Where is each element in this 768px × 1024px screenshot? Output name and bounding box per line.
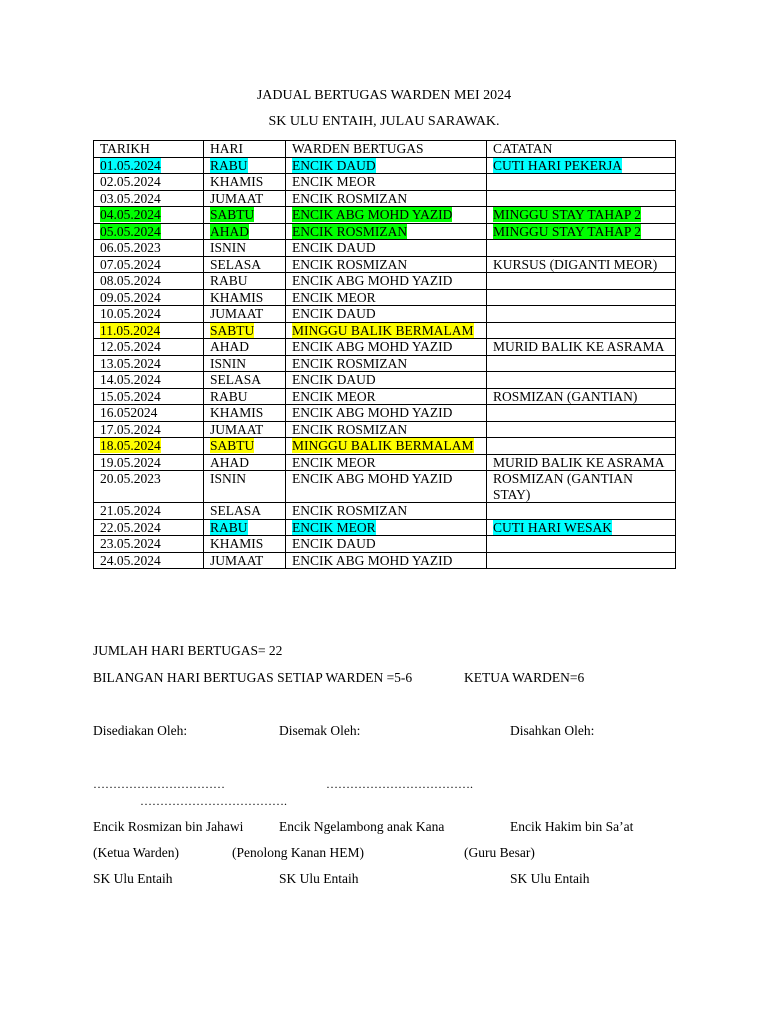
duty-roster-table: [93, 140, 676, 569]
column-header-catatan: CATATAN: [487, 141, 676, 158]
cell-warden-text: ENCIK ROSMIZAN: [292, 355, 408, 371]
cell-hari: [204, 322, 286, 339]
cell-hari: [204, 355, 286, 372]
cell-warden: [286, 339, 487, 356]
column-header-warden: WARDEN BERTUGAS: [286, 141, 487, 158]
cell-hari: [204, 503, 286, 520]
cell-tarikh: [94, 355, 204, 372]
cell-hari-text: SELASA: [210, 372, 262, 387]
cell-catatan: [487, 190, 676, 207]
column-header-tarikh: TARIKH: [94, 141, 204, 158]
cell-warden: [286, 388, 487, 405]
cell-warden-text: MINGGU BALIK BERMALAM: [292, 438, 474, 453]
cell-tarikh-text: 03.05.2024: [100, 190, 161, 206]
table-row: [94, 421, 676, 438]
cell-catatan: [487, 372, 676, 389]
cell-warden-text: ENCIK DAUD: [292, 536, 376, 551]
cell-warden-text: ENCIK ABG MOHD YAZID: [292, 273, 453, 288]
cell-catatan: [487, 552, 676, 569]
cell-catatan: [487, 223, 676, 240]
cell-hari-text: JUMAAT: [210, 306, 264, 321]
cell-hari-text: SELASA: [210, 256, 262, 272]
cell-hari-text: KHAMIS: [210, 405, 264, 420]
table-row: [94, 322, 676, 339]
cell-hari-text: AHAD: [210, 223, 249, 239]
cell-warden: [286, 454, 487, 471]
cell-warden: [286, 240, 487, 257]
cell-warden: [286, 405, 487, 422]
cell-hari-text: SELASA: [210, 503, 262, 518]
cell-warden: [286, 174, 487, 191]
cell-hari: [204, 289, 286, 306]
signature-line-checked: ……………………………….: [326, 777, 473, 791]
cell-catatan: [487, 421, 676, 438]
cell-hari: [204, 536, 286, 553]
cell-tarikh-text: 09.05.2024: [100, 289, 161, 305]
cell-tarikh-text: 22.05.2024: [100, 519, 161, 535]
cell-warden: [286, 322, 487, 339]
cell-hari: [204, 519, 286, 536]
column-header-hari: HARI: [204, 141, 286, 158]
cell-hari-text: KHAMIS: [210, 174, 264, 189]
cell-catatan-text: MINGGU STAY TAHAP 2: [493, 223, 641, 239]
cell-hari-text: ISNIN: [210, 240, 246, 255]
cell-tarikh-text: 02.05.2024: [100, 174, 161, 189]
table-row: [94, 289, 676, 306]
cell-catatan: [487, 322, 676, 339]
table-row: [94, 372, 676, 389]
cell-catatan: [487, 519, 676, 536]
cell-hari-text: SABTU: [210, 322, 255, 338]
cell-warden: [286, 190, 487, 207]
cell-hari-text: KHAMIS: [210, 536, 264, 551]
cell-warden-text: ENCIK MEOR: [292, 289, 376, 305]
cell-hari: [204, 372, 286, 389]
cell-warden-text: ENCIK MEOR: [292, 454, 376, 470]
cell-warden: [286, 157, 487, 174]
signature-line-prepared: ……………………………: [93, 777, 225, 791]
cell-hari-text: KHAMIS: [210, 289, 264, 305]
cell-hari: [204, 207, 286, 224]
cell-tarikh-text: 13.05.2024: [100, 355, 161, 371]
cell-catatan: [487, 174, 676, 191]
table-row: [94, 454, 676, 471]
cell-warden-text: ENCIK DAUD: [292, 372, 376, 387]
cell-warden: [286, 355, 487, 372]
cell-tarikh: [94, 256, 204, 273]
table-row: [94, 519, 676, 536]
cell-warden-text: ENCIK ROSMIZAN: [292, 223, 408, 239]
prepared-by-school: SK Ulu Entaih: [93, 871, 173, 886]
cell-hari: [204, 388, 286, 405]
table-row: [94, 536, 676, 553]
prepared-by-name: Encik Rosmizan bin Jahawi: [93, 819, 244, 834]
cell-tarikh: [94, 223, 204, 240]
cell-hari-text: SABTU: [210, 438, 255, 453]
cell-catatan-text: MURID BALIK KE ASRAMA: [493, 454, 665, 470]
table-row: [94, 240, 676, 257]
cell-catatan: [487, 405, 676, 422]
cell-hari: [204, 223, 286, 240]
table-row: [94, 174, 676, 191]
cell-hari-text: RABU: [210, 273, 248, 288]
cell-hari: [204, 471, 286, 503]
cell-tarikh: [94, 339, 204, 356]
cell-hari-text: AHAD: [210, 339, 249, 354]
cell-catatan: [487, 536, 676, 553]
cell-tarikh-text: 08.05.2024: [100, 273, 161, 288]
table-body: [94, 157, 676, 569]
cell-warden-text: MINGGU BALIK BERMALAM: [292, 322, 474, 338]
table-row: [94, 223, 676, 240]
cell-tarikh: [94, 207, 204, 224]
cell-tarikh-text: 17.05.2024: [100, 421, 161, 437]
cell-tarikh-text: 07.05.2024: [100, 256, 161, 272]
cell-tarikh: [94, 157, 204, 174]
cell-catatan-text: KURSUS (DIGANTI MEOR): [493, 256, 658, 272]
cell-warden-text: ENCIK MEOR: [292, 174, 376, 189]
cell-warden-text: ENCIK MEOR: [292, 388, 376, 404]
duty-days-per-warden: BILANGAN HARI BERTUGAS SETIAP WARDEN =5-6: [93, 670, 413, 685]
cell-warden: [286, 256, 487, 273]
cell-hari: [204, 438, 286, 455]
cell-catatan: [487, 438, 676, 455]
cell-hari: [204, 256, 286, 273]
table-header-row: [94, 141, 676, 158]
cell-tarikh-text: 23.05.2024: [100, 536, 161, 551]
cell-tarikh: [94, 372, 204, 389]
cell-tarikh-text: 21.05.2024: [100, 503, 161, 518]
table-row: [94, 503, 676, 520]
cell-warden-text: ENCIK DAUD: [292, 157, 376, 173]
cell-warden: [286, 536, 487, 553]
cell-catatan-text: ROSMIZAN (GANTIAN STAY): [493, 471, 633, 502]
cell-hari-text: AHAD: [210, 454, 249, 470]
cell-tarikh-text: 01.05.2024: [100, 157, 161, 173]
cell-tarikh: [94, 421, 204, 438]
total-duty-days: JUMLAH HARI BERTUGAS= 22: [93, 643, 283, 658]
cell-catatan: [487, 273, 676, 290]
prepared-by-label: Disediakan Oleh:: [93, 723, 188, 738]
cell-hari-text: JUMAAT: [210, 552, 264, 568]
cell-tarikh: [94, 471, 204, 503]
checked-by-role: (Penolong Kanan HEM): [232, 845, 364, 860]
cell-warden: [286, 471, 487, 503]
cell-hari: [204, 339, 286, 356]
cell-tarikh-text: 20.05.2023: [100, 471, 161, 486]
cell-hari-text: JUMAAT: [210, 421, 264, 437]
cell-tarikh: [94, 273, 204, 290]
table-row: [94, 438, 676, 455]
document-subtitle: SK ULU ENTAIH, JULAU SARAWAK.: [268, 114, 500, 129]
cell-warden: [286, 273, 487, 290]
cell-tarikh-text: 04.05.2024: [100, 207, 161, 222]
cell-hari: [204, 405, 286, 422]
cell-warden-text: ENCIK ABG MOHD YAZID: [292, 471, 453, 486]
cell-warden-text: ENCIK ROSMIZAN: [292, 421, 408, 437]
cell-hari: [204, 273, 286, 290]
cell-tarikh-text: 16.052024: [100, 405, 158, 420]
cell-hari-text: ISNIN: [210, 471, 246, 486]
cell-warden: [286, 421, 487, 438]
cell-tarikh: [94, 536, 204, 553]
cell-hari: [204, 421, 286, 438]
prepared-by-role: (Ketua Warden): [93, 845, 179, 860]
cell-hari-text: RABU: [210, 519, 248, 535]
table-row: [94, 190, 676, 207]
table-row: [94, 552, 676, 569]
cell-warden: [286, 519, 487, 536]
cell-warden-text: ENCIK ABG MOHD YAZID: [292, 339, 453, 354]
cell-tarikh-text: 06.05.2023: [100, 240, 161, 255]
signature-line-approved: ……………………………….: [140, 794, 287, 808]
cell-tarikh-text: 18.05.2024: [100, 438, 161, 453]
cell-warden-text: ENCIK ABG MOHD YAZID: [292, 207, 453, 222]
cell-hari-text: JUMAAT: [210, 190, 264, 206]
cell-warden: [286, 372, 487, 389]
cell-warden: [286, 306, 487, 323]
cell-catatan: [487, 157, 676, 174]
cell-catatan: [487, 471, 676, 503]
cell-tarikh: [94, 289, 204, 306]
cell-catatan: [487, 256, 676, 273]
cell-warden-text: ENCIK DAUD: [292, 306, 376, 321]
cell-tarikh: [94, 388, 204, 405]
cell-catatan-text: MURID BALIK KE ASRAMA: [493, 339, 665, 354]
cell-tarikh-text: 05.05.2024: [100, 223, 161, 239]
cell-warden: [286, 289, 487, 306]
cell-warden: [286, 223, 487, 240]
cell-tarikh: [94, 190, 204, 207]
table-row: [94, 405, 676, 422]
approved-by-name: Encik Hakim bin Sa’at: [510, 819, 634, 834]
table-row: [94, 306, 676, 323]
cell-hari: [204, 306, 286, 323]
cell-warden: [286, 207, 487, 224]
cell-hari-text: SABTU: [210, 207, 255, 222]
cell-hari: [204, 174, 286, 191]
cell-hari-text: RABU: [210, 388, 248, 404]
cell-hari: [204, 240, 286, 257]
cell-catatan-text: ROSMIZAN (GANTIAN): [493, 388, 638, 404]
cell-warden: [286, 552, 487, 569]
cell-catatan: [487, 339, 676, 356]
cell-warden: [286, 503, 487, 520]
cell-tarikh-text: 19.05.2024: [100, 454, 161, 470]
cell-hari-text: RABU: [210, 157, 248, 173]
cell-tarikh-text: 11.05.2024: [100, 322, 161, 338]
approved-by-role: (Guru Besar): [464, 845, 535, 860]
cell-warden-text: ENCIK ABG MOHD YAZID: [292, 405, 453, 420]
table-row: [94, 471, 676, 503]
approved-by-school: SK Ulu Entaih: [510, 871, 590, 886]
table-row: [94, 339, 676, 356]
cell-tarikh: [94, 454, 204, 471]
cell-tarikh-text: 24.05.2024: [100, 552, 161, 568]
cell-catatan: [487, 355, 676, 372]
cell-catatan: [487, 503, 676, 520]
cell-catatan: [487, 240, 676, 257]
checked-by-school: SK Ulu Entaih: [279, 871, 359, 886]
cell-catatan: [487, 454, 676, 471]
cell-tarikh: [94, 405, 204, 422]
cell-tarikh: [94, 306, 204, 323]
document-title: JADUAL BERTUGAS WARDEN MEI 2024: [256, 88, 512, 103]
cell-tarikh-text: 12.05.2024: [100, 339, 161, 354]
cell-warden-text: ENCIK ABG MOHD YAZID: [292, 552, 453, 568]
cell-tarikh: [94, 322, 204, 339]
table-row: [94, 207, 676, 224]
cell-catatan: [487, 207, 676, 224]
cell-hari: [204, 454, 286, 471]
table-row: [94, 355, 676, 372]
cell-hari: [204, 157, 286, 174]
cell-warden-text: ENCIK DAUD: [292, 240, 376, 255]
table-row: [94, 157, 676, 174]
table-row: [94, 256, 676, 273]
cell-warden-text: ENCIK ROSMIZAN: [292, 503, 408, 518]
cell-tarikh: [94, 438, 204, 455]
checked-by-name: Encik Ngelambong anak Kana: [279, 819, 445, 834]
cell-warden-text: ENCIK ROSMIZAN: [292, 256, 408, 272]
cell-warden-text: ENCIK MEOR: [292, 519, 376, 535]
cell-catatan-text: CUTI HARI PEKERJA: [493, 157, 623, 173]
cell-hari-text: ISNIN: [210, 355, 246, 371]
cell-catatan: [487, 306, 676, 323]
cell-tarikh-text: 10.05.2024: [100, 306, 161, 321]
checked-by-label: Disemak Oleh:: [279, 723, 361, 738]
cell-catatan: [487, 388, 676, 405]
cell-tarikh: [94, 174, 204, 191]
cell-warden-text: ENCIK ROSMIZAN: [292, 190, 408, 206]
cell-tarikh: [94, 519, 204, 536]
cell-hari: [204, 552, 286, 569]
approved-by-label: Disahkan Oleh:: [510, 723, 595, 738]
cell-tarikh-text: 14.05.2024: [100, 372, 161, 387]
cell-catatan: [487, 289, 676, 306]
cell-tarikh: [94, 240, 204, 257]
cell-hari: [204, 190, 286, 207]
cell-tarikh: [94, 552, 204, 569]
cell-tarikh-text: 15.05.2024: [100, 388, 161, 404]
head-warden-days: KETUA WARDEN=6: [464, 670, 585, 685]
cell-catatan-text: MINGGU STAY TAHAP 2: [493, 207, 641, 222]
cell-warden: [286, 438, 487, 455]
cell-tarikh: [94, 503, 204, 520]
cell-catatan-text: CUTI HARI WESAK: [493, 519, 612, 535]
table-row: [94, 388, 676, 405]
table-row: [94, 273, 676, 290]
